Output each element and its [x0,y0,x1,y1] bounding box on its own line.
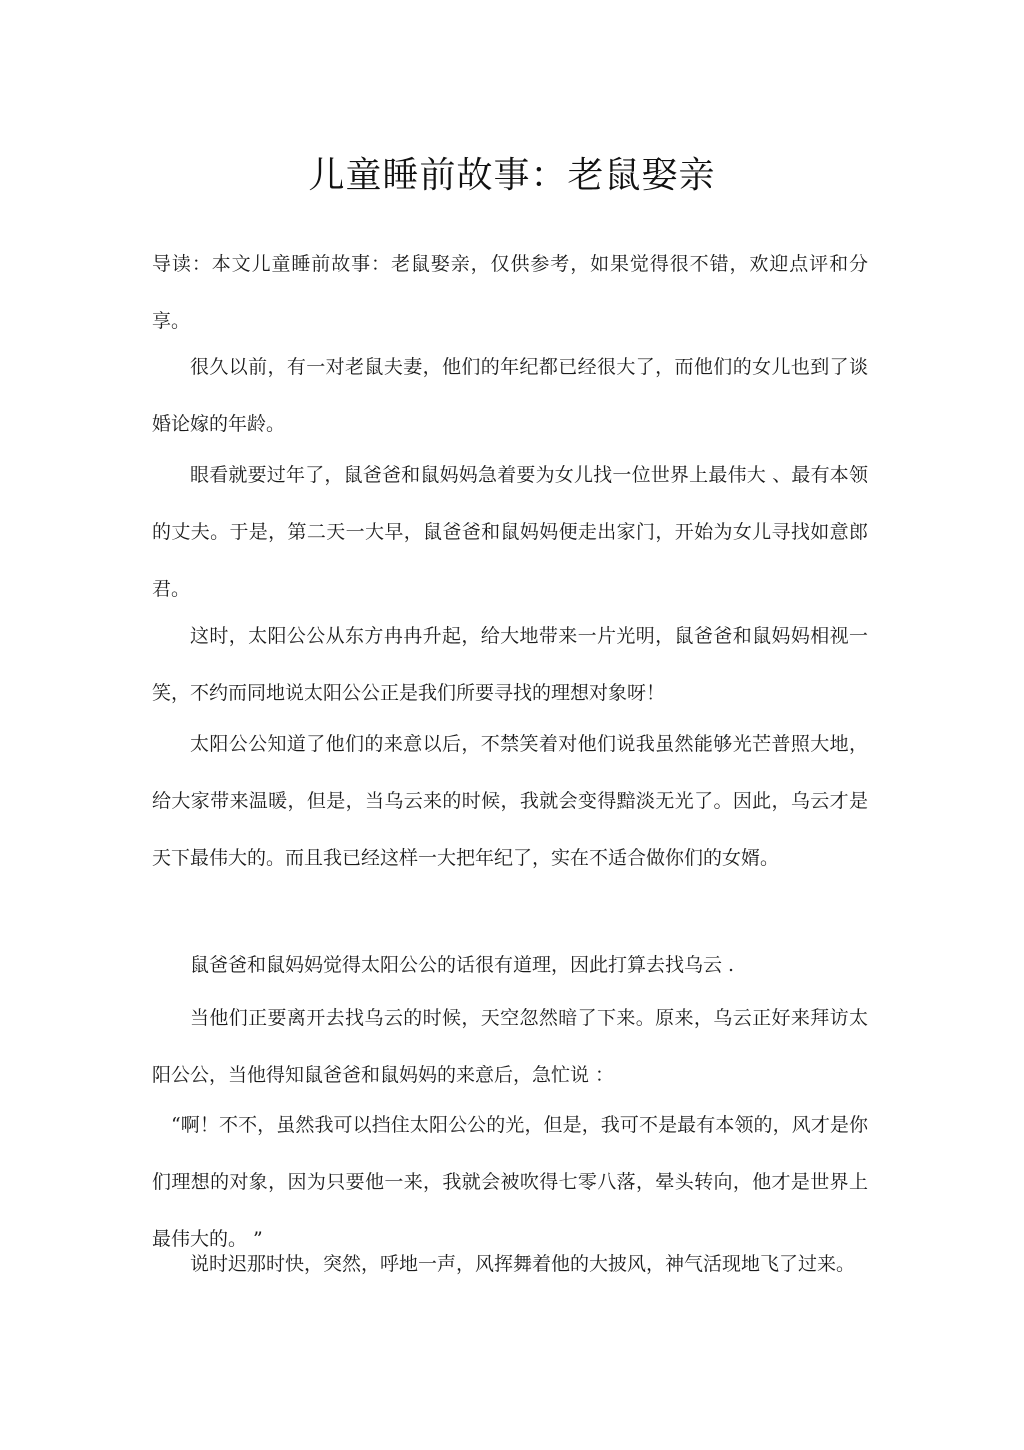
paragraph-intro: 导读：本文儿童睡前故事：老鼠娶亲，仅供参考，如果觉得很不错，欢迎点评和分享。 [152,253,868,332]
paragraph-3: 这时，太阳公公从东方冉冉升起，给大地带来一片光明，鼠爸爸和鼠妈妈相视一笑，不约而同地说太阳公公正是我们所要寻找的理想对象呀！ [152,625,868,704]
paragraph-8: 说时迟那时快，突然，呼地一声，风挥舞着他的大披风，神气活现地飞了过来。 [190,1253,856,1275]
paragraph-4: 太阳公公知道了他们的来意以后，不禁笑着对他们说我虽然能够光芒普照大地，给大家带来温暖，但是，当乌云来的时候，我就会变得黯淡无光了。因此，乌云才是天下最伟大的。而且我已经这样一大把年纪了，实在不适合做你们的女婿。 [152,733,868,869]
paragraph-2: 眼看就要过年了，鼠爸爸和鼠妈妈急着要为女儿找一位世界上最伟大 、最有本领的丈夫。于是，第二天一大早，鼠爸爸和鼠妈妈便走出家门，开始为女儿寻找如意郎君。 [152,464,868,600]
paragraph-7-quote: “啊！不不，虽然我可以挡住太阳公公的光，但是，我可不是最有本领的，风才是你们理想的对象，因为只要他一来，我就会被吹得七零八落，晕头转向，他才是世界上最伟大的。 ” [152,1114,868,1250]
document-title: 儿童睡前故事：老鼠娶亲 [308,155,716,196]
paragraph-5: 鼠爸爸和鼠妈妈觉得太阳公公的话很有道理，因此打算去找乌云 . [190,954,735,976]
paragraph-6: 当他们正要离开去找乌云的时候，天空忽然暗了下来。原来，乌云正好来拜访太阳公公，当他得知鼠爸爸和鼠妈妈的来意后，急忙说 ： [152,1007,868,1086]
paragraph-1: 很久以前，有一对老鼠夫妻，他们的年纪都已经很大了，而他们的女儿也到了谈婚论嫁的年龄。 [152,356,868,435]
